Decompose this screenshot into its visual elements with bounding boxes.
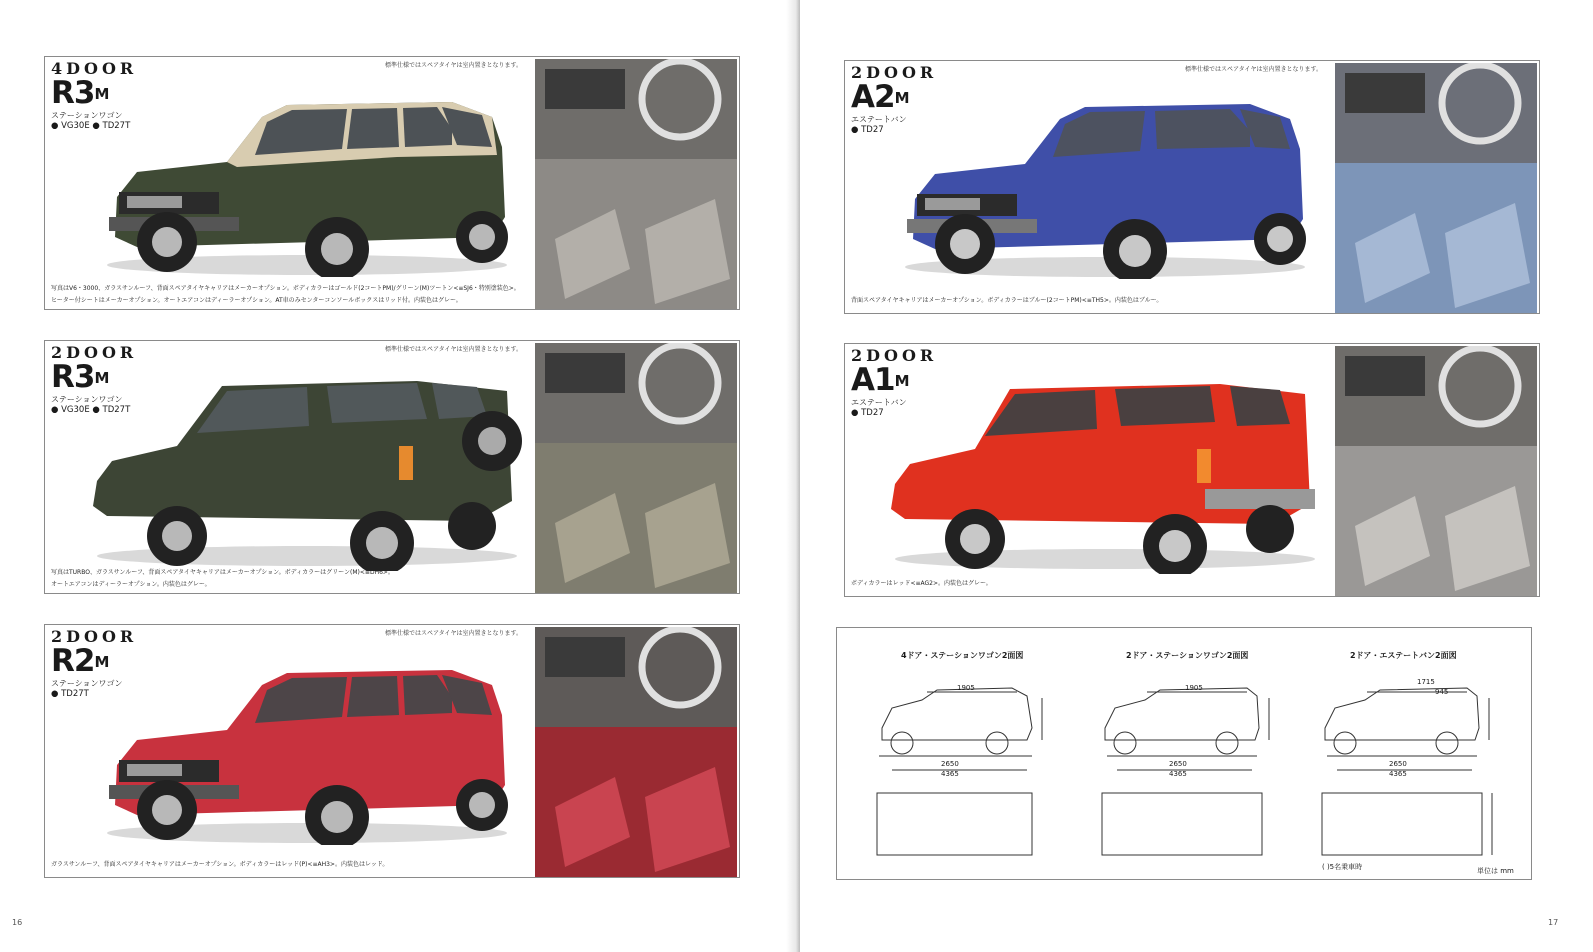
engine-list: ● VG30E ● TD27T (51, 121, 131, 131)
spare-tire-note: 標準仕様ではスペアタイヤは室内置きとなります。 (385, 346, 522, 353)
caption-line: オートエアコンはディーラーオプション。内装色はグレー。 (51, 581, 211, 588)
dim-width: 1715 (1417, 678, 1435, 686)
page-number: 16 (12, 918, 23, 927)
right-page (800, 0, 1593, 952)
dimension-diagram-panel (836, 627, 1532, 880)
engine-list: ● TD27T (51, 689, 89, 699)
model-suffix: M (94, 653, 110, 671)
model-suffix: M (894, 89, 910, 107)
model-panel-2door-r2m (44, 624, 740, 878)
engine-list: ● TD27 (851, 125, 884, 135)
engine-list: ● TD27 (851, 408, 884, 418)
photo-caption (51, 283, 520, 307)
door-count: 2DOOR (851, 63, 938, 82)
dim-width: 1905 (1185, 684, 1203, 692)
caption-line: 写真はV6・3000、ガラスサンルーフ、背面スペアタイヤキャリアはメーカーオプション。ボディカラーはゴールド(2コートPM)/グリーン(M)ツートン<≡SJ6・特別塗装色>。 (51, 285, 520, 292)
model-panel-2door-a2m (844, 60, 1540, 314)
caption-line: ガラスサンルーフ、背面スペアタイヤキャリアはメーカーオプション。ボディカラーはレッド(P)<≡AH3>。内装色はレッド。 (51, 861, 389, 868)
photo-caption (851, 295, 1162, 307)
model-panel-2door-a1m (844, 343, 1540, 597)
diagram-title: 4ドア・ステーションワゴン2面図 (901, 651, 1024, 660)
diagram-title: 2ドア・ステーションワゴン2面図 (1126, 651, 1249, 660)
model-code: A1 (851, 362, 895, 398)
spare-tire-note: 標準仕様ではスペアタイヤは室内置きとなります。 (385, 630, 522, 637)
spare-tire-note: 標準仕様ではスペアタイヤは室内置きとなります。 (1185, 66, 1322, 73)
model-suffix: M (894, 372, 910, 390)
caption-line: 背面スペアタイヤキャリアはメーカーオプション。ボディカラーはブルー(2コートPM)<≡TH5>。内装色はブルー。 (851, 297, 1163, 304)
diagram-title: 2ドア・エステートバン2面図 (1350, 651, 1457, 660)
model-panel-2door-r3m (44, 340, 740, 594)
car-photo-4door-two-tone (97, 77, 517, 277)
dim-wheelbase: 2650 (941, 760, 959, 768)
model-code: A2 (851, 79, 895, 115)
door-count: 4DOOR (51, 59, 138, 78)
interior-photo-grey (1335, 346, 1537, 596)
body-type: エステートバン (851, 398, 907, 407)
interior-photo-grey (535, 343, 737, 593)
door-count: 2DOOR (851, 346, 938, 365)
photo-caption (51, 567, 394, 591)
model-suffix: M (94, 369, 110, 387)
body-type: ステーションワゴン (51, 111, 123, 120)
spare-tire-note: 標準仕様ではスペアタイヤは室内置きとなります。 (385, 62, 522, 69)
caption-line: ボディカラーはレッド<≡AG2>。内装色はグレー。 (851, 580, 992, 587)
seating-legend: ( )5名乗車時 (1322, 863, 1363, 871)
caption-line: ヒーター付シートはメーカーオプション。オートエアコンはディーラーオプション。AT車のみセンターコンソールボックスはリッド付。内装色はグレー。 (51, 297, 462, 304)
dim-length: 4365 (941, 770, 959, 778)
car-photo-green (87, 371, 527, 571)
body-type: ステーションワゴン (51, 679, 123, 688)
dim-extra: 945 (1435, 688, 1449, 696)
side-and-top-view-drawings (837, 628, 1533, 881)
photo-caption (851, 578, 992, 590)
interior-photo-grey (535, 59, 737, 309)
caption-line: 写真はTURBO、ガラスサンルーフ、背面スペアタイヤキャリアはメーカーオプション。ボディカラーはグリーン(M)<≡DH6>。 (51, 569, 394, 576)
model-code: R2 (51, 643, 95, 679)
model-code: R3 (51, 359, 95, 395)
interior-photo-blue (1335, 63, 1537, 313)
model-code: R3 (51, 75, 95, 111)
dim-length: 4365 (1389, 770, 1407, 778)
model-suffix: M (94, 85, 110, 103)
body-type: エステートバン (851, 115, 907, 124)
interior-photo-red (535, 627, 737, 877)
door-count: 2DOOR (51, 343, 138, 362)
page-number: 17 (1548, 918, 1559, 927)
car-photo-bright-red (885, 374, 1325, 574)
model-panel-4door-r3m (44, 56, 740, 310)
body-type: ステーションワゴン (51, 395, 123, 404)
door-count: 2DOOR (51, 627, 138, 646)
dim-width: 1905 (957, 684, 975, 692)
unit-note: 単位は mm (1477, 867, 1514, 875)
car-photo-blue (895, 79, 1315, 279)
photo-caption (51, 859, 388, 871)
car-photo-red (97, 645, 517, 845)
dim-wheelbase: 2650 (1389, 760, 1407, 768)
engine-list: ● VG30E ● TD27T (51, 405, 131, 415)
dim-length: 4365 (1169, 770, 1187, 778)
dim-wheelbase: 2650 (1169, 760, 1187, 768)
